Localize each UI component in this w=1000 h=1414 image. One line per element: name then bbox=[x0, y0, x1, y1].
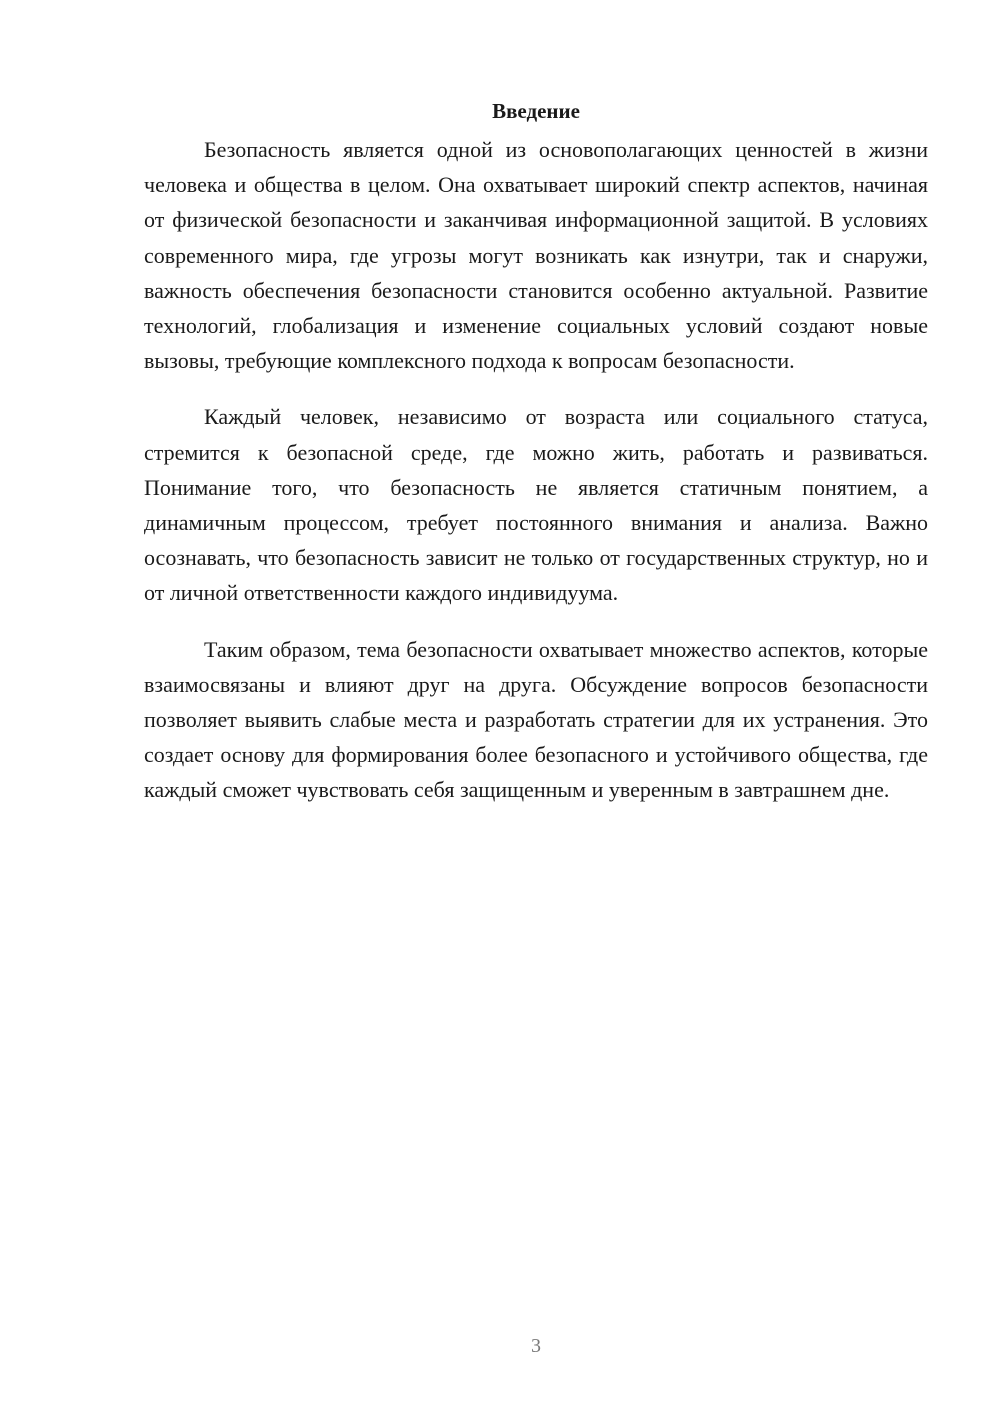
page-number: 3 bbox=[531, 1335, 541, 1357]
paragraph-1: Безопасность является одной из основополагающих ценностей в жизни человека и общества в целом. Она охватывает широкий спектр аспектов, начиная от физической безопасности и заканчивая информационной защитой. В условиях современного мира, где угрозы могут возникать как изнутри, так и снаружи, важность обеспечения безопасности становится особенно актуальной. Развитие технологий, глобализация и изменение социальных условий создают новые вызовы, требующие комплексного подхода к вопросам безопасности. bbox=[144, 137, 928, 374]
paragraph-2: Каждый человек, независимо от возраста или социального статуса, стремится к безопасной среде, где можно жить, работать и развиваться. Понимание того, что безопасность не является статичным понятием, а динамичным процессом, требует постоянного внимания и анализа. Важно осознавать, что безопасность зависит не только от государственных структур, но и от личной ответственности каждого индивидуума. bbox=[144, 404, 928, 606]
section-heading: Введение bbox=[492, 99, 580, 123]
paragraph-3: Таким образом, тема безопасности охватывает множество аспектов, которые взаимосвязаны и влияют друг на друга. Обсуждение вопросов безопасности позволяет выявить слабые места и разработать стратегии для их устранения. Это создает основу для формирования более безопасного и устойчивого общества, где каждый сможет чувствовать себя защищенным и уверенным в завтрашнем дне. bbox=[144, 636, 928, 803]
page-content bbox=[144, 96, 928, 829]
